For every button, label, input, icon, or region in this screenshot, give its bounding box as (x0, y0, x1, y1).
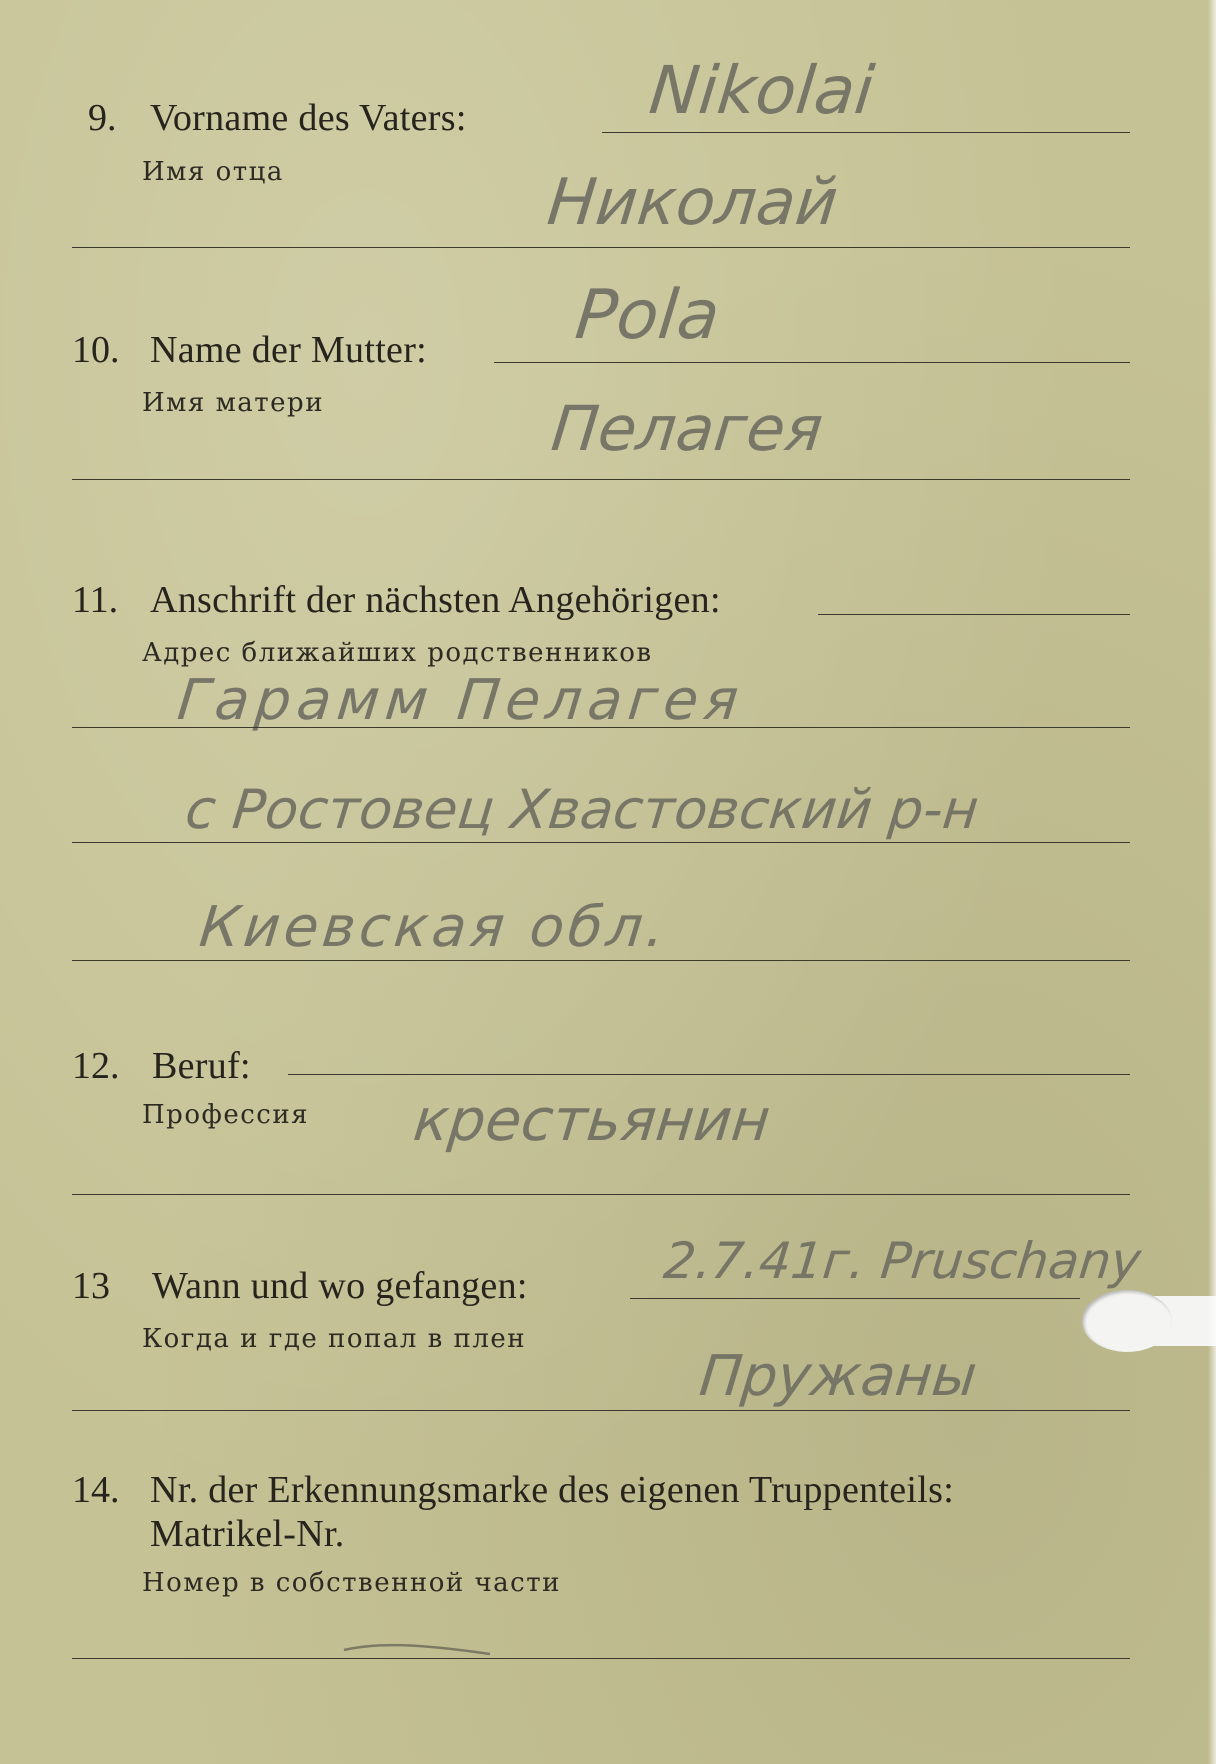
field-13-line-1 (630, 1298, 1080, 1299)
field-13-handwriting-2: Пружаны (696, 1344, 980, 1409)
field-14-label-de: Nr. der Erkennungsmarke des eigenen Truppenteils: (150, 1469, 955, 1511)
field-14-line-1 (72, 1658, 1130, 1659)
field-13-line-2 (72, 1410, 1130, 1411)
field-13-label-ru: Когда и где попал в плен (142, 1324, 527, 1354)
field-14-number: 14. (72, 1469, 120, 1511)
field-11-label-ru: Адрес ближайших родственников (142, 638, 653, 668)
field-14-label-ru: Номер в собственной части (142, 1568, 561, 1598)
field-9-handwriting-2: Николай (544, 166, 842, 240)
field-10-line-1 (494, 362, 1130, 363)
field-11-line-2 (72, 842, 1130, 843)
field-14-pen-mark (340, 1632, 500, 1662)
field-11-handwriting-2: с Ростовец Хвастовский р-н (182, 778, 982, 841)
field-12-handwriting-1: крестьянин (410, 1086, 774, 1154)
field-10-handwriting-2: Пелагея (548, 392, 827, 465)
field-11-handwriting-1: Гарамм Пелагея (174, 668, 748, 733)
field-11-handwriting-3: Киевская обл. (196, 895, 672, 960)
field-11-line-0 (818, 614, 1130, 615)
field-10-number: 10. (72, 329, 120, 371)
field-9-line-2 (72, 247, 1130, 248)
field-11-number: 11. (72, 579, 119, 621)
field-12-line-2 (72, 1194, 1130, 1195)
field-13-number: 13 (72, 1265, 110, 1307)
field-10-handwriting-1: Pola (571, 276, 724, 355)
field-12-line-1 (288, 1074, 1130, 1075)
field-11-line-1 (72, 727, 1130, 728)
field-10-line-2 (72, 479, 1130, 480)
field-11-line-3 (72, 960, 1130, 961)
field-12-number: 12. (72, 1045, 120, 1087)
field-12-label-ru: Профессия (142, 1100, 310, 1130)
field-9-handwriting-1: Nikolai (645, 52, 878, 129)
field-9-line-1 (602, 132, 1130, 133)
card-edge (1208, 0, 1216, 1764)
field-14-label-de-2: Matrikel-Nr. (150, 1513, 345, 1555)
field-11-label-de: Anschrift der nächsten Angehörigen: (150, 579, 721, 621)
field-13-label-de: Wann und wo gefangen: (152, 1265, 528, 1307)
punch-hole (1082, 1290, 1172, 1352)
field-13-handwriting-1: 2.7.41г. Pruschany (660, 1232, 1144, 1290)
field-10-label-de: Name der Mutter: (150, 329, 428, 371)
field-9-number: 9. (88, 97, 117, 139)
field-9-label-de: Vorname des Vaters: (150, 97, 467, 139)
field-12-label-de: Beruf: (152, 1045, 251, 1087)
field-10-label-ru: Имя матери (142, 388, 325, 418)
field-9-label-ru: Имя отца (142, 157, 284, 187)
